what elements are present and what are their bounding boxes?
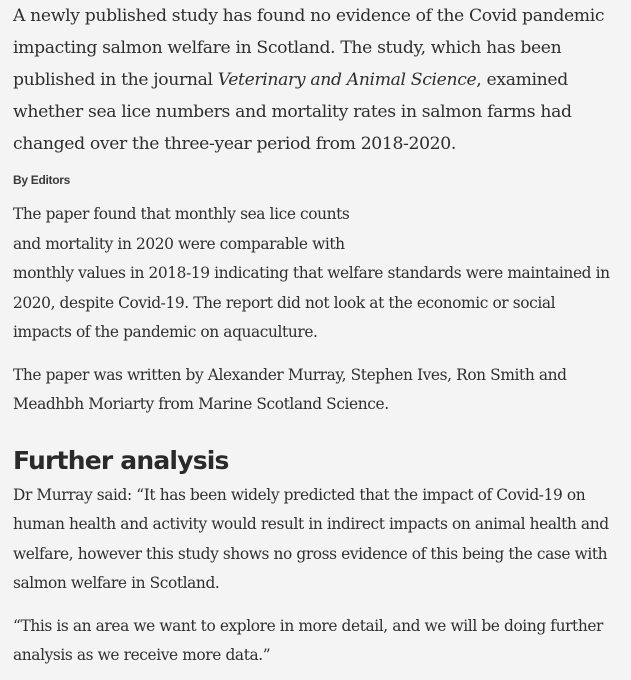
byline: By Editors (13, 173, 71, 187)
lede-text-start: A newly published study has found no evidence of the Covid pandemic impacting salmon welfare in Scotland. The study, which has been published in the journal (13, 6, 605, 90)
lede-text-end: , examined whether sea lice numbers and mortality rates in salmon farms had changed over the three-year period from 2018-2020. (13, 70, 572, 154)
section-heading: Further analysis (13, 445, 229, 475)
paragraph-findings-line-2: and mortality in 2020 were comparable with (13, 234, 345, 253)
paragraph-findings-line-1: The paper found that monthly sea lice counts (13, 205, 350, 223)
article-lede (13, 0, 618, 160)
paragraph-authors: The paper was written by Alexander Murray, Stephen Ives, Ron Smith and Meadhbh Moriarty from Marine Scotland Science. (13, 365, 567, 413)
paragraph-findings (13, 200, 618, 348)
paragraph-findings-line-3: monthly values in 2018-19 indicating that welfare standards were maintained in 2020, despite Covid-19. The report did not look at the economic or social impacts of the pandemic on aquaculture. (13, 264, 610, 341)
paragraph-quote-2: “This is an area we want to explore in more detail, and we will be doing further analysis as we receive more data.” (13, 616, 604, 664)
paragraph-quote-1: Dr Murray said: “It has been widely predicted that the impact of Covid-19 on human health and activity would result in indirect impacts on animal health and welfare, however this study shows no gross evidence of this being the case with salmon welfare in Scotland. (13, 485, 609, 592)
journal-title: Veterinary and Animal Science (217, 70, 477, 90)
